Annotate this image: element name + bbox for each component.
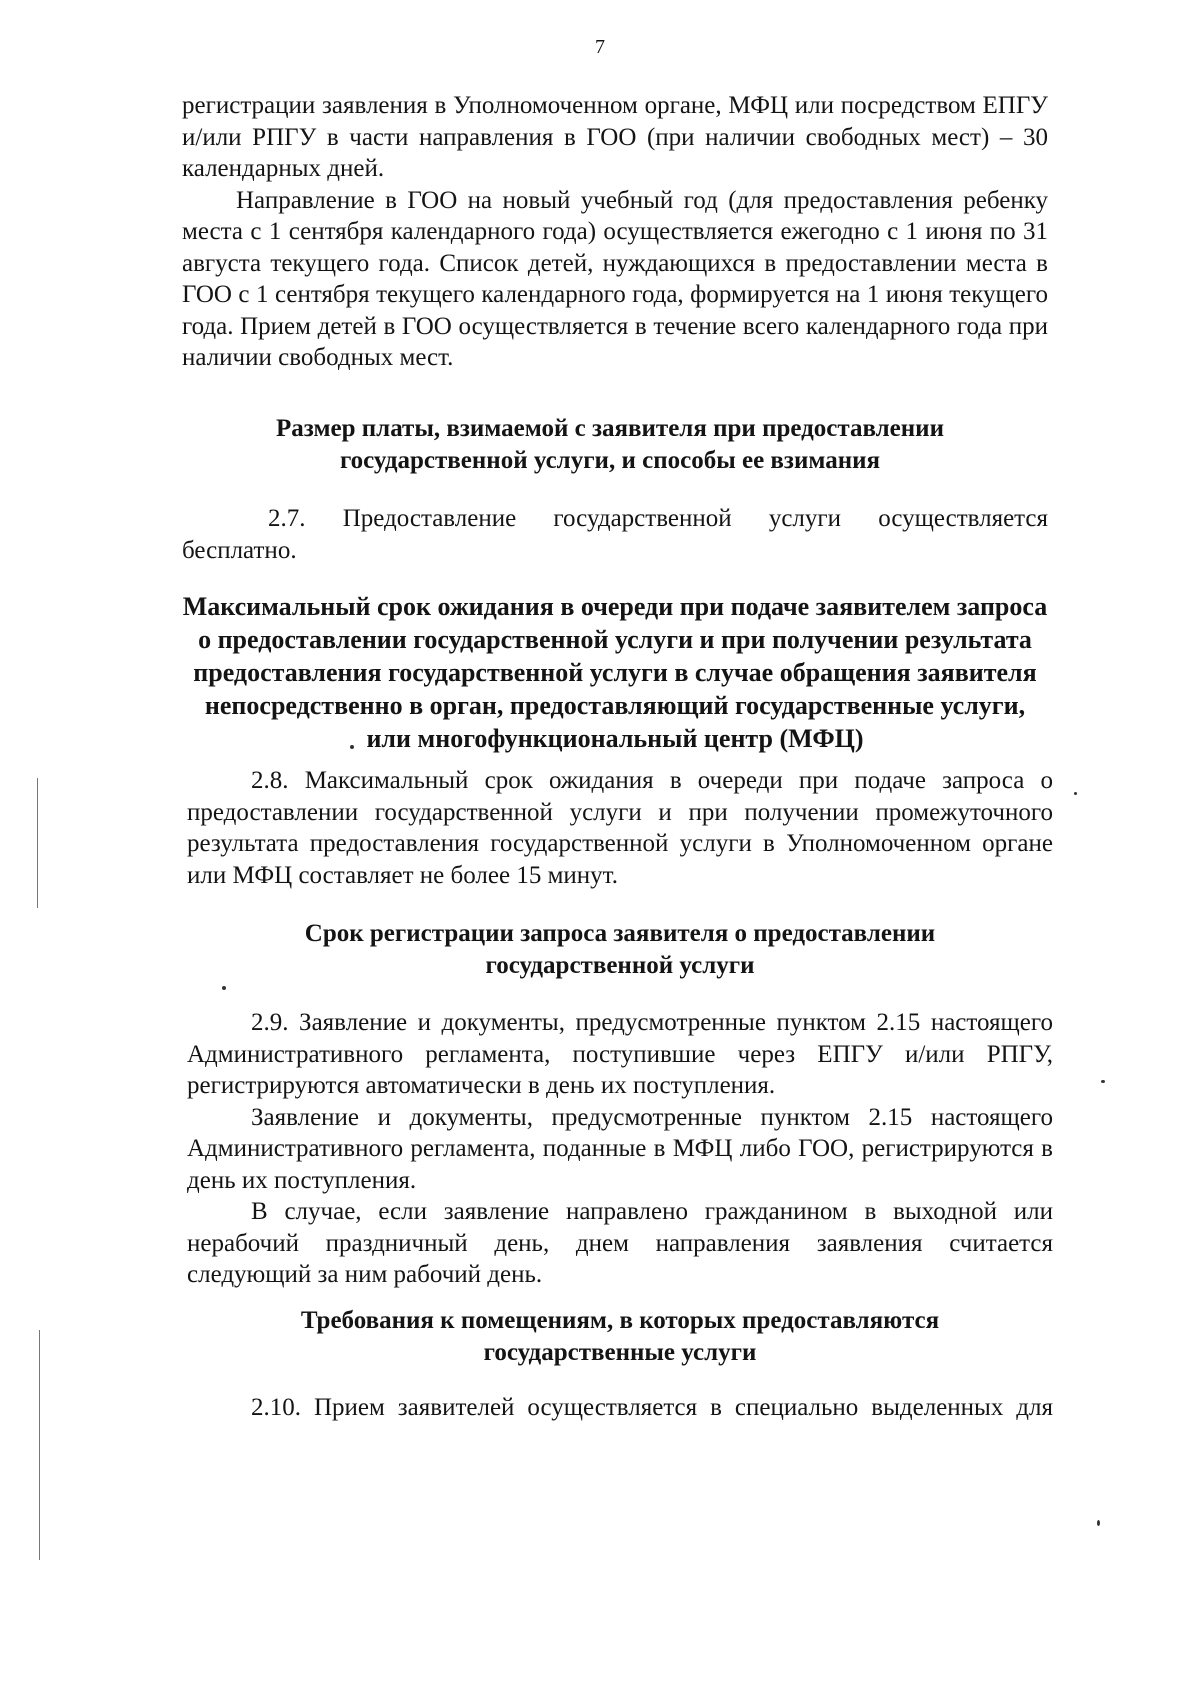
registration-heading-line-2: государственной услуги [485, 951, 755, 979]
fee-heading-line-2: государственной услуги, и способы ее взимания [339, 446, 881, 474]
fee-paragraph [182, 503, 1048, 566]
scan-speck-1 [222, 986, 226, 990]
premises-paragraph-line-1: 2.10. Прием заявителей осуществляется в специально выделенных для [251, 1394, 1053, 1421]
premises-heading-line-2: государственные услуги [483, 1338, 757, 1366]
fee-paragraph-line-1: 2.7. Предоставление государственной услуги осуществляется [268, 505, 1048, 532]
scan-speck-5 [1097, 1520, 1100, 1526]
premises-paragraph [187, 1392, 1053, 1424]
registration-block [187, 1007, 1053, 1291]
page-number: 7 [595, 36, 605, 58]
scan-speck-4 [1101, 1080, 1105, 1083]
queue-paragraph-block [187, 765, 1053, 891]
fee-heading-line-1: Размер платы, взимаемой с заявителя при предоставлении [276, 415, 944, 442]
fee-heading [150, 413, 1070, 476]
registration-paragraph-3: В случае, если заявление направлено гражданином в выходной или нерабочий праздничный день, днем направления заявления считается следующий за ним рабочий день. [187, 1198, 1053, 1288]
premises-heading-line-1: Требования к помещениям, в которых предоставляются [300, 1307, 940, 1334]
registration-paragraph-1: 2.9. Заявление и документы, предусмотренные пунктом 2.15 настоящего Административного регламента, поступившие через ЕПГУ и/или РПГУ, регистрируются автоматически в день их поступления. [187, 1009, 1053, 1099]
scan-margin-line-1 [37, 778, 38, 908]
queue-paragraph: 2.8. Максимальный срок ожидания в очереди при подаче запроса о предоставлении государственной услуги и при получении промежуточного результата предоставления государственной услуги в Уполномоченном органе или МФЦ составляет не более 15 минут. [187, 767, 1053, 889]
premises-heading [160, 1305, 1080, 1368]
scan-margin-line-2 [39, 1330, 40, 1560]
registration-paragraph-2: Заявление и документы, предусмотренные пунктом 2.15 настоящего Административного регламента, поданные в МФЦ либо ГОО, регистрируются в день их поступления. [187, 1103, 1053, 1194]
registration-heading [160, 918, 1080, 981]
intro-paragraph-1: регистрации заявления в Уполномоченном органе, МФЦ или посредством ЕПГУ и/или РПГУ в части направления в ГОО (при наличии свободных мест) – 30 календарных дней. [182, 92, 1048, 182]
scan-speck-3 [1074, 792, 1077, 795]
intro-paragraph-2: Направление в ГОО на новый учебный год (для предоставления ребенку места с 1 сентября календарного года) осуществляется ежегодно с 1 июня по 31 августа текущего года. Список детей, нуждающихся в предоставлении места в ГОО с 1 сентября текущего календарного года, формируется на 1 июня текущего года. Прием детей в ГОО осуществляется в течение всего календарного года при наличии свободных мест. [182, 186, 1048, 371]
scan-speck-2 [350, 745, 354, 749]
queue-heading [182, 590, 1048, 755]
queue-heading-text: Максимальный срок ожидания в очереди при подаче заявителем запроса о предоставлении государственной услуги и при получении результата предоставления государственной услуги в случае обращения заявителя непосредственно в орган, предоставляющий государственные услуги, или многофункциональный центр (МФЦ) [182, 592, 1048, 753]
registration-heading-line-1: Срок регистрации запроса заявителя о предоставлении [304, 920, 936, 947]
fee-paragraph-line-2: бесплатно. [182, 536, 297, 564]
intro-block [182, 90, 1048, 374]
